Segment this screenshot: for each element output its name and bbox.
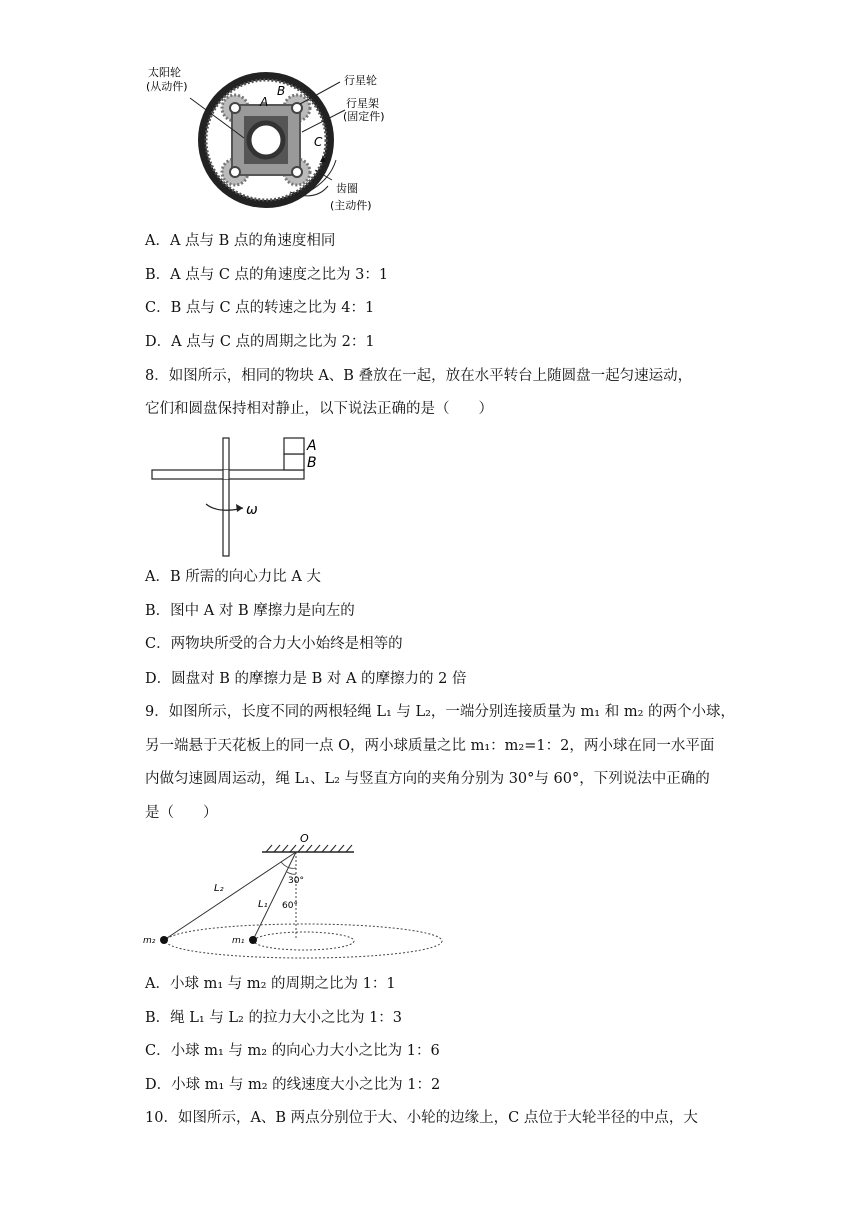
q7-option-d: D．A 点与 C 点的周期之比为 2：1 xyxy=(145,334,375,350)
q9-option-a: A．小球 m₁ 与 m₂ 的周期之比为 1：1 xyxy=(145,976,396,992)
q9-stem-line-3: 内做匀速圆周运动，绳 L₁、L₂ 与竖直方向的夹角分别为 30°与 60°，下列说法中正确的 xyxy=(145,771,710,787)
point-a-label: A xyxy=(260,95,269,109)
string-l2-label: L₂ xyxy=(214,883,224,894)
ball-m2-label: m₂ xyxy=(143,936,156,946)
turntable-figure xyxy=(148,434,328,560)
angle-60-label: 60° xyxy=(282,901,298,911)
block-b xyxy=(284,454,304,470)
q9-stem-line-4: 是（ ） xyxy=(145,805,218,821)
q8-option-d: D．圆盘对 B 的摩擦力是 B 对 A 的摩擦力的 2 倍 xyxy=(145,671,467,687)
planet-carrier-note: (固定件) xyxy=(343,110,385,123)
q8-option-a: A．B 所需的向心力比 A 大 xyxy=(145,569,321,585)
q9-stem-line-1: 9．如图所示，长度不同的两根轻绳 L₁ 与 L₂，一端分别连接质量为 m₁ 和 m₂ 的两个小球， xyxy=(145,704,735,720)
q8-option-b: B．图中 A 对 B 摩擦力是向左的 xyxy=(145,603,355,619)
q8-stem-line-2: 它们和圆盘保持相对静止，以下说法正确的是（ ） xyxy=(145,401,493,417)
q8-option-c: C．两物块所受的合力大小始终是相等的 xyxy=(145,636,403,652)
q9-option-c: C．小球 m₁ 与 m₂ 的向心力大小之比为 1：6 xyxy=(145,1043,440,1059)
q7-option-b: B．A 点与 C 点的角速度之比为 3：1 xyxy=(145,267,389,283)
ball-m1 xyxy=(249,936,257,944)
point-b-label: B xyxy=(277,84,286,98)
q7-option-c: C．B 点与 C 点的转速之比为 4：1 xyxy=(145,300,375,316)
point-o-label: O xyxy=(300,832,309,845)
block-a xyxy=(284,438,304,454)
ring-gear-note: (主动件) xyxy=(330,199,372,212)
planet-gear-label: 行星轮 xyxy=(344,74,377,87)
q7-option-a: A．A 点与 B 点的角速度相同 xyxy=(145,233,336,249)
q10-stem-line-1: 10．如图所示，A、B 两点分别位于大、小轮的边缘上，C 点位于大轮半径的中点，大 xyxy=(145,1110,698,1126)
ring-gear-label: 齿圈 xyxy=(336,182,358,195)
ball-m1-label: m₁ xyxy=(232,936,245,946)
planet-carrier-label: 行星架 xyxy=(346,97,379,110)
planetary-gear-figure xyxy=(140,62,400,220)
conical-pendulum-figure xyxy=(140,830,450,960)
block-a-label: A xyxy=(307,438,317,454)
ball-m2 xyxy=(160,936,168,944)
sun-gear-label: 太阳轮 xyxy=(148,66,181,79)
q9-option-d: D．小球 m₁ 与 m₂ 的线速度大小之比为 1：2 xyxy=(145,1077,441,1093)
angle-30-label: 30° xyxy=(288,876,304,886)
q9-stem-line-2: 另一端悬于天花板上的同一点 O，两小球质量之比 m₁：m₂=1：2，两小球在同一水平面 xyxy=(145,738,715,754)
q9-option-b: B．绳 L₁ 与 L₂ 的拉力大小之比为 1：3 xyxy=(145,1010,403,1026)
q8-stem-line-1: 8．如图所示，相同的物块 A、B 叠放在一起，放在水平转台上随圆盘一起匀速运动， xyxy=(145,368,693,384)
sun-gear-note: (从动件) xyxy=(146,80,188,93)
string-l1-label: L₁ xyxy=(258,899,268,910)
omega-label: ω xyxy=(246,502,258,518)
block-b-label: B xyxy=(307,455,317,471)
point-c-label: C xyxy=(314,135,323,149)
